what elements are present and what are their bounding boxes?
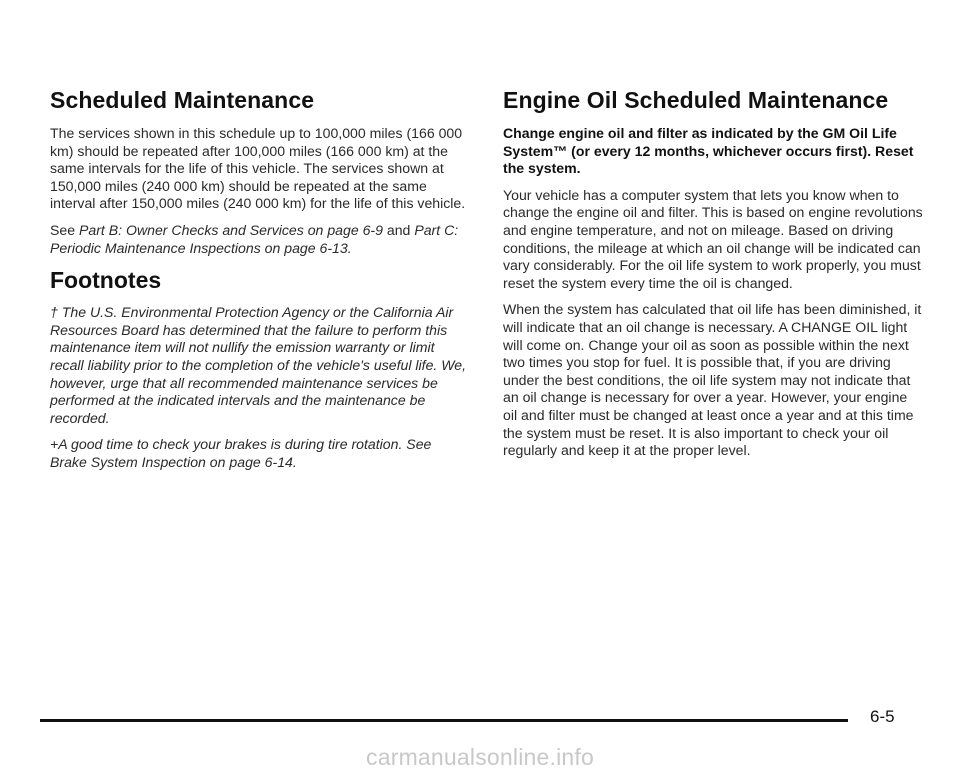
section-title-scheduled-maintenance: Scheduled Maintenance	[50, 87, 315, 113]
part-c-reference: Part C: Periodic Maintenance Inspections on page 6-13.	[50, 221, 459, 256]
footer-rule	[40, 719, 848, 722]
watermark: carmanualsonline.info	[366, 744, 594, 770]
section-title-footnotes: Footnotes	[50, 267, 162, 294]
footnote-plus: +A good time to check your brakes is during tire rotation. See Brake System Inspection on page 6-14.	[50, 436, 432, 470]
footnote-dagger: † The U.S. Environmental Protection Agency or the California Air Resources Board has determined that the failure to perform this maintenance item will not nullify the emission warranty or limit recall liability prior to the completion of the vehicle's useful life. We, however, urge that all recommended maintenance services be performed at the indicated intervals and the maintenance be recorded.	[50, 304, 467, 426]
see-and: and	[382, 221, 415, 238]
left-column	[50, 86, 470, 481]
page-number: 6-5	[870, 707, 895, 726]
see-prefix: See	[50, 221, 79, 238]
see-references-paragraph	[50, 222, 470, 257]
section-title-engine-oil: Engine Oil Scheduled Maintenance	[503, 87, 889, 113]
oil-life-system-paragraph: Your vehicle has a computer system that lets you know when to change the engine oil and filter. This is based on engine revolutions and engine temperature, and not on mileage. Based on driving conditions, the mileage at which an oil change will be indicated can vary considerably. For the oil life system to work properly, you must reset the system every time the oil is changed.	[503, 186, 923, 291]
right-column	[503, 86, 925, 469]
oil-change-instruction: Change engine oil and filter as indicated by the GM Oil Life System™ (or every 12 months, whichever occurs first). Reset the system.	[503, 125, 914, 177]
schedule-paragraph: The services shown in this schedule up to 100,000 miles (166 000 km) should be repeated after 100,000 miles (166 000 km) at the same intervals for the life of this vehicle. The services shown at 150,000 miles (240 000 km) should be repeated at the same interval after 150,000 miles (240 000 km) for the life of this vehicle.	[50, 125, 466, 212]
part-b-reference: Part B: Owner Checks and Services on page 6-9	[79, 221, 383, 238]
change-oil-light-paragraph: When the system has calculated that oil life has been diminished, it will indicate that an oil change is necessary. A CHANGE OIL light will come on. Change your oil as soon as possible within the next two times you stop for fuel. It is possible that, if you are driving under the best conditions, the oil life system may not indicate that an oil change is necessary for over a year. However, your engine oil and filter must be changed at least once a year and at this time the system must be reset. It is also important to check your oil regularly and keep it at the proper level.	[503, 301, 922, 459]
